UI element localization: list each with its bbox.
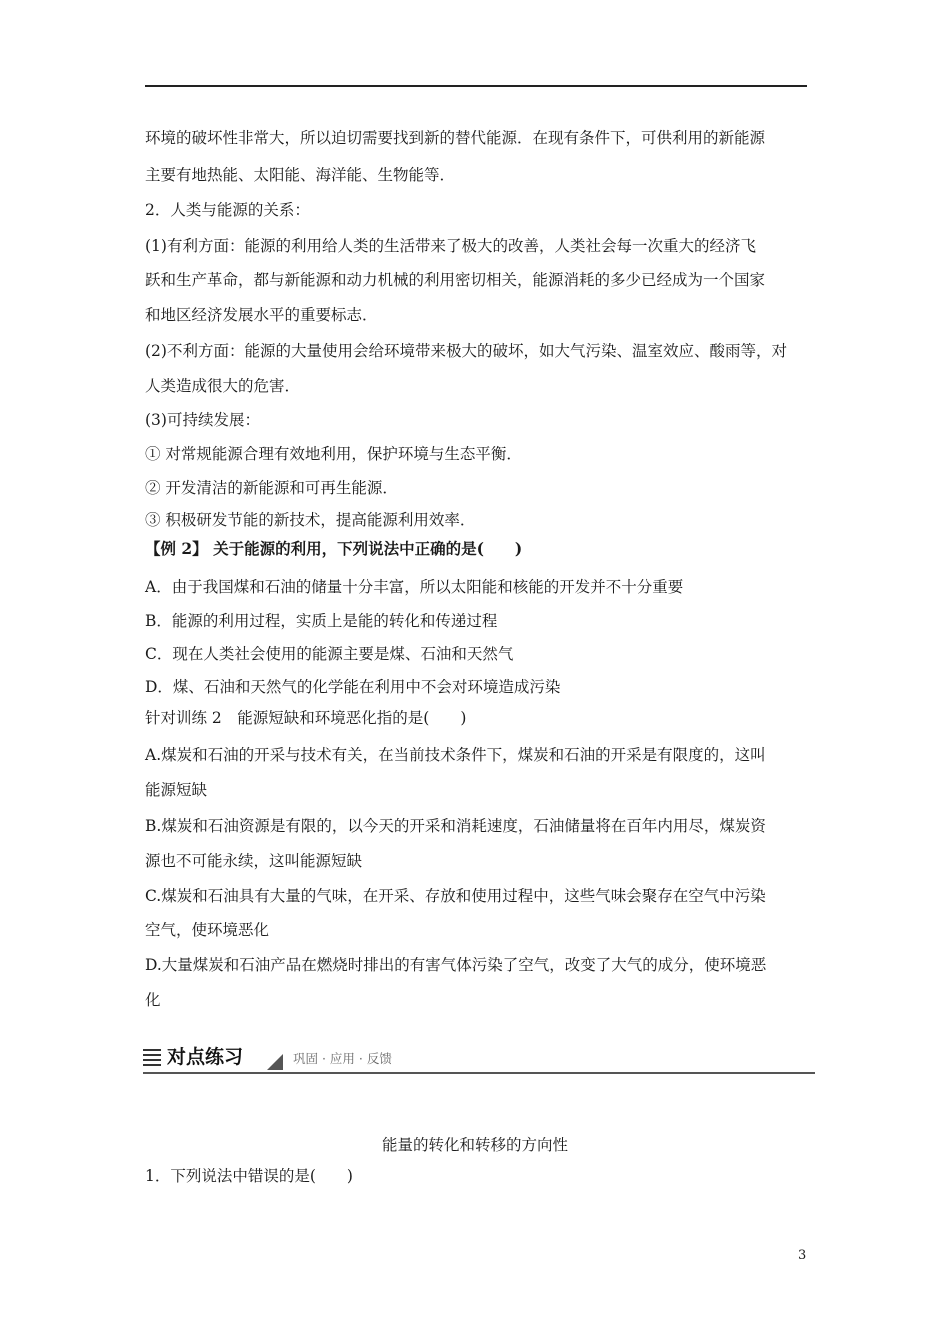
option-a: A．由于我国煤和石油的储量十分丰富，所以太阳能和核能的开发并不十分重要: [145, 578, 684, 596]
body-line: 2．人类与能源的关系：: [145, 201, 310, 219]
stripes-icon: [143, 1049, 161, 1071]
body-line: B.煤炭和石油资源是有限的，以今天的开采和消耗速度，石油储量将在百年内用尽，煤炭资: [145, 817, 766, 835]
body-line: 源也不可能永续，这叫能源短缺: [145, 852, 363, 870]
question-1: 1．下列说法中错误的是( ): [145, 1167, 353, 1185]
option-d: D．煤、石油和天然气的化学能在利用中不会对环境造成污染: [145, 678, 561, 696]
body-line: 主要有地热能、太阳能、海洋能、生物能等．: [145, 166, 456, 184]
option-c: C．现在人类社会使用的能源主要是煤、石油和天然气: [145, 645, 514, 663]
body-line: ③ 积极研发节能的新技术，提高能源利用效率．: [145, 511, 476, 529]
body-line: 和地区经济发展水平的重要标志．: [145, 306, 378, 324]
option-b: B．能源的利用过程，实质上是能的转化和传递过程: [145, 612, 498, 630]
header-rule: [145, 85, 807, 87]
body-line: ① 对常规能源合理有效地利用，保护环境与生态平衡．: [145, 445, 522, 463]
body-line: 跃和生产革命，都与新能源和动力机械的利用密切相关，能源消耗的多少已经成为一个国家: [145, 271, 766, 289]
example-heading: 【例 2】 关于能源的利用，下列说法中正确的是( ): [145, 539, 523, 558]
body-line: C.煤炭和石油具有大量的气味，在开采、存放和使用过程中，这些气味会聚存在空气中污染: [145, 887, 766, 905]
body-line: 环境的破坏性非常大，所以迫切需要找到新的替代能源．在现有条件下，可供利用的新能源: [145, 129, 766, 147]
body-line: (2)不利方面：能源的大量使用会给环境带来极大的破坏，如大气污染、温室效应、酸雨等，对: [145, 342, 787, 360]
page-number: 3: [798, 1248, 807, 1263]
subheading: 能量的转化和转移的方向性: [381, 1136, 568, 1154]
body-line: 人类造成很大的危害．: [145, 377, 301, 395]
body-line: 空气，使环境恶化: [145, 921, 270, 939]
section-banner: [143, 1044, 815, 1074]
body-line: (3)可持续发展：: [145, 411, 260, 429]
body-line: 能源短缺: [145, 781, 208, 799]
section-title: 对点练习: [167, 1046, 244, 1068]
body-line: A.煤炭和石油的开采与技术有关，在当前技术条件下，煤炭和石油的开采是有限度的，这叫: [145, 746, 766, 764]
body-line: D.大量煤炭和石油产品在燃烧时排出的有害气体污染了空气，改变了大气的成分，使环境恶: [145, 956, 767, 974]
section-subtitle: 巩固 · 应用 · 反馈: [293, 1051, 392, 1066]
body-line: 化: [145, 991, 161, 1009]
body-line: ② 开发清洁的新能源和可再生能源．: [145, 479, 398, 497]
training-heading: 针对训练 2 能源短缺和环境恶化指的是( ): [145, 709, 467, 727]
triangle-icon: [267, 1054, 283, 1070]
body-line: (1)有利方面：能源的利用给人类的生活带来了极大的改善，人类社会每一次重大的经济飞: [145, 237, 756, 255]
section-rule: [143, 1072, 815, 1074]
